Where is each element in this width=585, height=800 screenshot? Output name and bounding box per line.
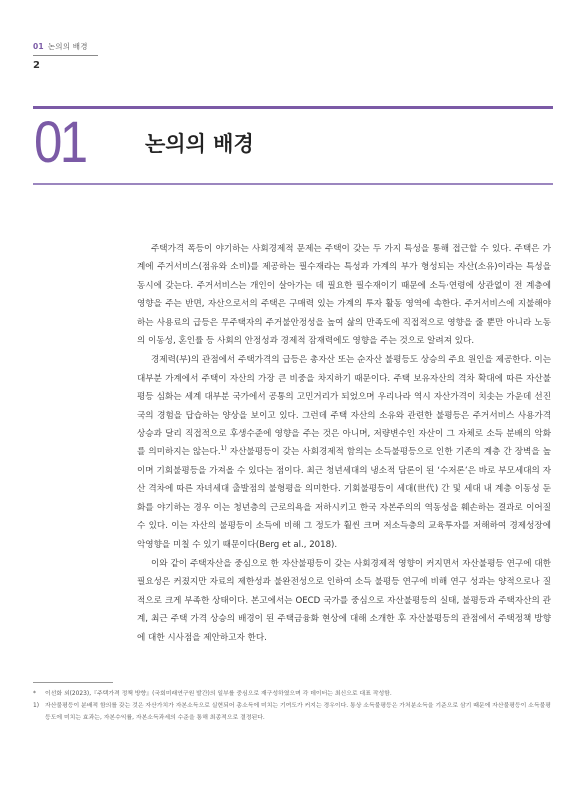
paragraph-1: 주택가격 폭등이 야기하는 사회경제적 문제는 주택이 갖는 두 가지 특성을 통해 접근할 수 있다. 주택은 가계에 주거서비스(점유와 소비)를 제공하는 필수재라는 특성과 가계의 부가 형성되는 자산(소유)이라는 특성을 동시에 갖는다. 주거서비스는 개인이 살아가는 데 필요한 필수재이기 때문에 소득·연령에 상관없이 전 계층에 영향을 주는 반면, 자산으로서의 주택은 구매력 있는 가계의 투자 활동 영역에 속한다. 주거서비스에 지불해야 하는 사용료의 급등은 무주택자의 주거불안정성을 높여 삶의 만족도에 직접적으로 영향을 줄 뿐만 아니라 노동의 이동성, 혼인률 등 사회의 안정성과 경제적 잠재력에도 영향을 주는 것으로 알려져 있다.	[137, 244, 551, 347]
footnote-mark: 1)	[33, 703, 40, 709]
footnote-text: 자산불평등이 분배적 함의를 갖는 것은 자산가치가 자본소득으로 실현되어 총소득에 미치는 기여도가 커지는 경우이다. 통상 소득불평등은 가처분소득을 기준으로 삼기 때문에 자산불평등이 소득불평등도에 미치는 효과는, 자본수익률, 자본소득과세의 수준을 통해 최종적으로 결정된다.	[45, 703, 551, 721]
paragraph-3: 이와 같이 주택자산을 중심으로 한 자산불평등이 갖는 사회경제적 영향이 커지면서 자산불평등 연구에 대한 필요성은 커졌지만 자료의 제한성과 불완전성으로 인하여 소득 불평등 연구에 비해 연구 성과는 양적으로나 질적으로 크게 부족한 상태이다. 본고에서는 OECD 국가를 중심으로 자산불평등의 실태, 불평등과 주택자산의 관계, 최근 주택 가격 상승의 배경이 된 주택금융화 현상에 대해 소개한 후 자산불평등의 관점에서 주택정책 방향에 대한 시사점을 제안하고자 한다.	[137, 558, 551, 643]
running-head-section-title: 논의의 배경	[47, 42, 88, 51]
running-head-section-number: 01	[33, 42, 44, 51]
paragraph-2	[137, 351, 551, 553]
running-head	[33, 41, 88, 52]
chapter-title: 논의의 배경	[145, 132, 254, 156]
paragraph-2-part-1: 경제력(부)의 관점에서 주택가격의 급등은 총자산 또는 순자산 불평등도 상승의 주요 원인을 제공한다. 이는 대부분 가계에서 주택이 자산의 가장 큰 비중을 차지하기 때문이다. 주택 보유자산의 격차 확대에 따른 자산불평등 심화는 세계 대부분 국가에서 공통의 고민거리가 되었으며 우리나라 역시 자산가격이 치솟는 가운데 선진국의 경험을 답습하는 양상을 보이고 있다. 그런데 주택 자산의 소유와 관련한 불평등은 주거서비스 사용가격 상승과 달리 직접적으로 후생수준에 영향을 주는 것은 아니며, 저량변수인 자산이 그 자체로 소득 분배의 악화를 의미하지는 않는다.	[137, 355, 551, 458]
footnote-rule	[33, 682, 113, 683]
chapter-number: 01	[34, 110, 86, 175]
body-text	[137, 240, 551, 647]
footnote-text: 이선화 외(2023),『주택가격 정책 방향』(국회미래연구원 발간)의 일부를 중심으로 재구성하였으며 각 데이터는 최신으로 대표 작성함.	[45, 691, 392, 697]
page-number: 2	[33, 60, 40, 71]
footnote-item	[33, 700, 553, 724]
chapter-bottom-rule	[33, 183, 553, 185]
running-head-rule	[33, 55, 98, 56]
footnote-reference-1[interactable]: 1)	[220, 445, 227, 453]
footnote-mark: *	[33, 691, 36, 697]
footnote-item	[33, 688, 553, 700]
chapter-top-rule	[33, 106, 553, 109]
footnotes	[33, 688, 553, 724]
paragraph-2-part-2: 자산불평등이 갖는 사회경제적 함의는 소득불평등으로 인한 기존의 계층 간 장벽을 높이며 기회불평등을 가져올 수 있다는 점이다. 최근 청년세대의 냉소적 담론이 된 ‘수저론’은 바로 부모세대의 자산 격차에 따른 자녀세대 출발점의 불형평을 의미한다. 기회불평등이 세대(世代) 간 및 세대 내 계층 이동성 둔화를 야기하는 경우 이는 청년층의 근로의욕을 저하시키고 한국 자본주의의 역동성을 훼손하는 결과로 이어질 수 있다. 이는 자산의 불평등이 소득에 비해 그 정도가 훨씬 크며 저소득층의 교육투자를 저해하여 경제성장에 악영향을 미칠 수 있기 때문이다(Berg et al., 2018).	[137, 447, 551, 550]
